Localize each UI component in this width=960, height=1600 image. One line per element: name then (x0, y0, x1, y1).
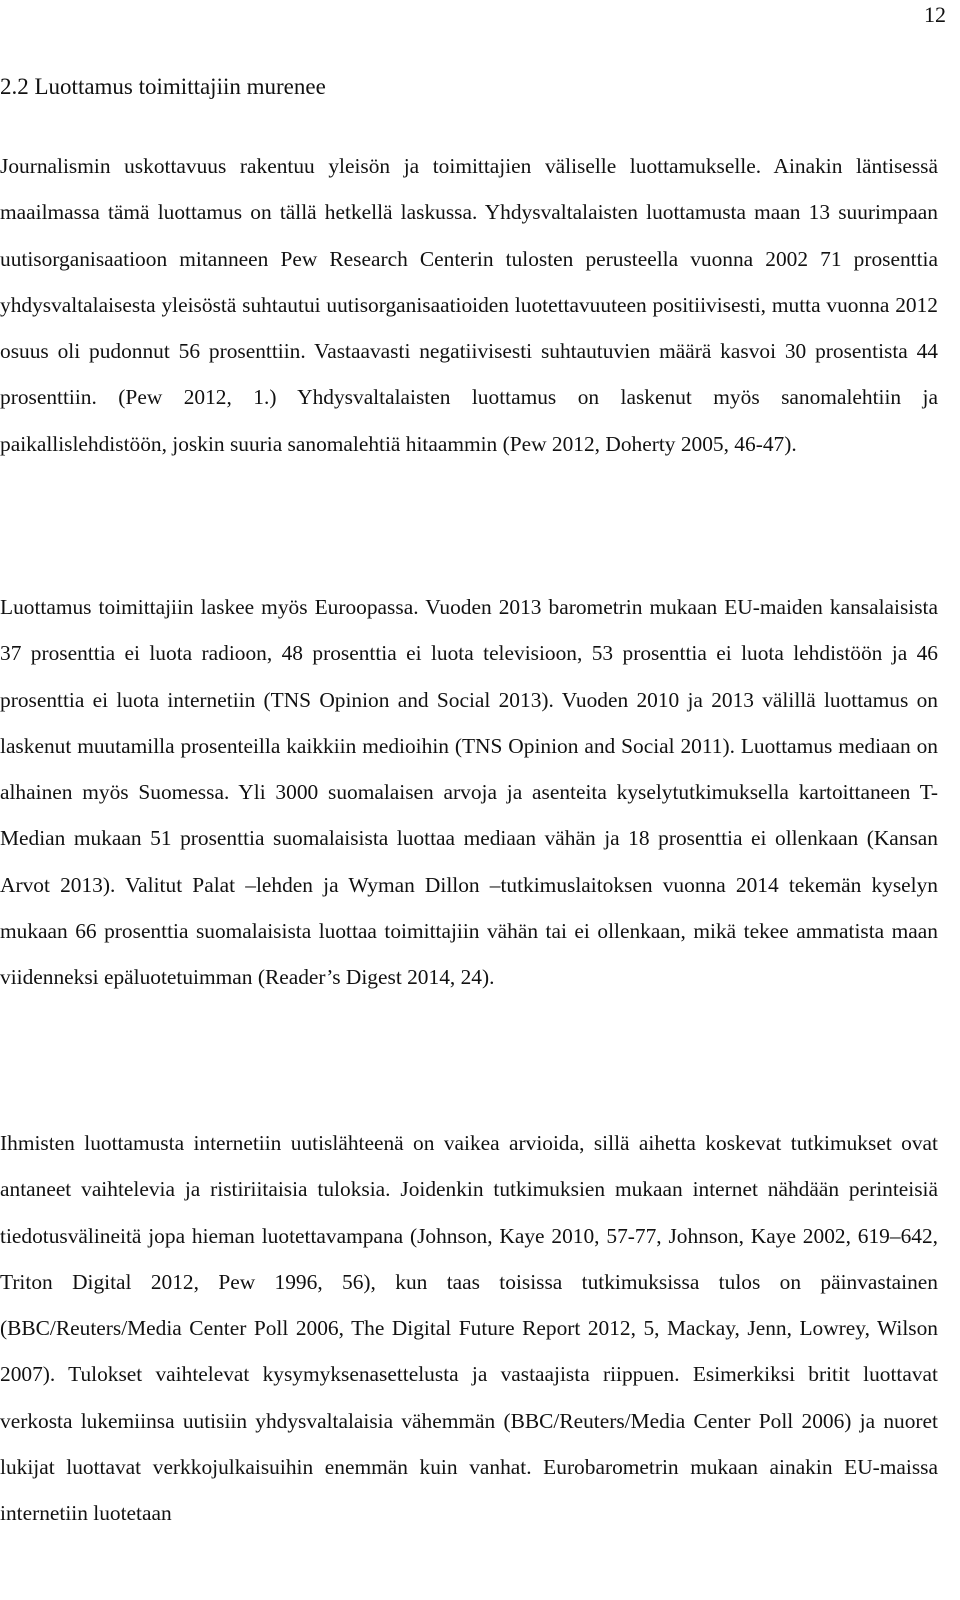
section-heading: 2.2 Luottamus toimittajiin murenee (0, 74, 326, 99)
paragraph-us-trust: Journalismin uskottavuus rakentuu yleisön ja toimittajien väliselle luottamukselle. Ainakin läntisessä maailmassa tämä luottamus on tällä hetkellä laskussa. Yhdysvaltalaisten luottamusta maan 13 suurimpaan uutisorganisaatioon mitanneen Pew Research Centerin tulosten perusteella vuonna 2002 71 prosenttia yhdysvaltalaisesta yleisöstä suhtautui uutisorganisaatioiden luotettavuuteen positiivisesti, mutta vuonna 2012 osuus oli pudonnut 56 prosenttiin. Vastaavasti negatiivisesti suhtautuvien määrä kasvoi 30 prosentista 44 prosenttiin. (Pew 2012, 1.) Yhdysvaltalaisten luottamus on laskenut myös sanomalehtiin ja paikallislehdistöön, joskin suuria sanomalehtiä hitaammin (Pew 2012, Doherty 2005, 46-47). (0, 154, 938, 456)
paragraph-europe-trust: Luottamus toimittajiin laskee myös Euroopassa. Vuoden 2013 barometrin mukaan EU-maiden kansalaisista 37 prosenttia ei luota radioon, 48 prosenttia ei luota televisioon, 53 prosenttia ei luota lehdistöön ja 46 prosenttia ei luota internetiin (TNS Opinion and Social 2013). Vuoden 2010 ja 2013 välillä luottamus on laskenut muutamilla prosenteilla kaikkiin medioihin (TNS Opinion and Social 2011). Luottamus mediaan on alhainen myös Suomessa. Yli 3000 suomalaisen arvoja ja asenteita kyselytutkimuksella kartoittaneen T-Median mukaan 51 prosenttia suomalaisista luottaa mediaan vähän ja 18 prosenttia ei ollenkaan (Kansan Arvot 2013). Valitut Palat –lehden ja Wyman Dillon –tutkimuslaitoksen vuonna 2014 tekemän kyselyn mukaan 66 prosenttia suomalaisista luottaa toimittajiin vähän tai ei ollenkaan, mikä tekee ammatista maan viidenneksi epäluotetuimman (Reader’s Digest 2014, 24). (0, 595, 938, 990)
page-number: 12 (924, 2, 946, 27)
paragraph-internet-trust: Ihmisten luottamusta internetiin uutislähteenä on vaikea arvioida, sillä aihetta koskevat tutkimukset ovat antaneet vaihtelevia ja ristiriitaisia tuloksia. Joidenkin tutkimuksien mukaan internet nähdään perinteisiä tiedotusvälineitä jopa hieman luotettavampana (Johnson, Kaye 2010, 57-77, Johnson, Kaye 2002, 619–642, Triton Digital 2012, Pew 1996, 56), kun taas toisissa tutkimuksissa tulos on päinvastainen (BBC/Reuters/Media Center Poll 2006, The Digital Future Report 2012, 5, Mackay, Jenn, Lowrey, Wilson 2007). Tulokset vaihtelevat kysymyksenasettelusta ja vastaajista riippuen. Esimerkiksi britit luottavat verkosta lukemiinsa uutisiin yhdysvaltalaisia vähemmän (BBC/Reuters/Media Center Poll 2006) ja nuoret lukijat luottavat verkkojulkaisuihin enemmän kuin vanhat. Eurobarometrin mukaan ainakin EU-maissa internetiin luotetaan (0, 1131, 938, 1526)
